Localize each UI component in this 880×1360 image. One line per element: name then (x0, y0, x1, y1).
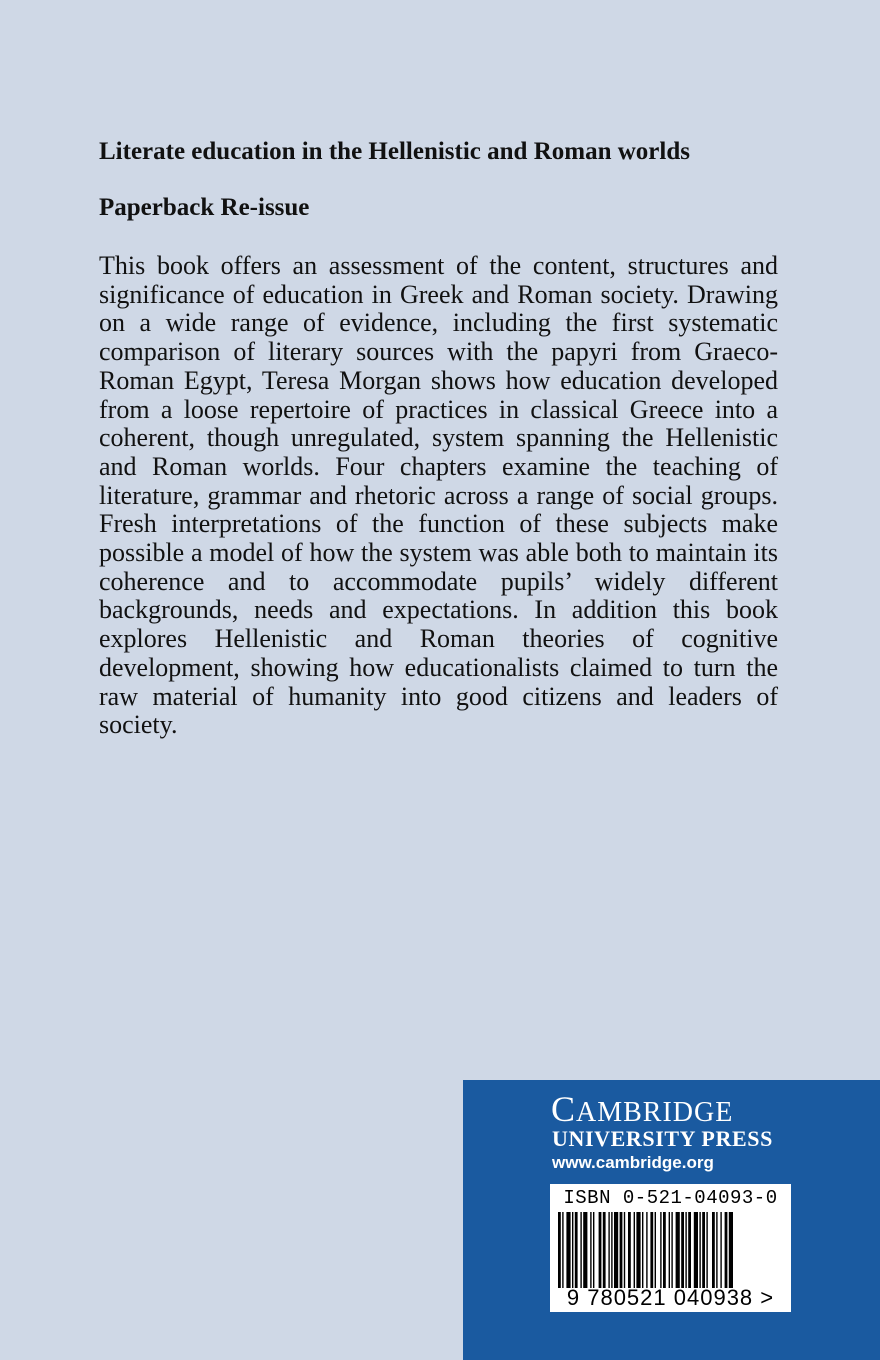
book-title: Literate education in the Hellenistic and Roman worlds (99, 138, 690, 165)
publisher-name-initial: C (551, 1089, 577, 1129)
barcode-digits: 9 780521 040938 > (566, 1285, 775, 1310)
barcode-box (550, 1184, 791, 1312)
isbn-label: ISBN 0-521-04093-0 (563, 1187, 778, 1209)
edition-label: Paperback Re-issue (99, 194, 310, 221)
publisher-subtitle: UNIVERSITY PRESS (552, 1126, 773, 1151)
book-description: This book offers an assessment of the content, structures and significance of education in Greek and Roman society. Drawing on a wide range of evidence, including the first systematic comparison of literary sources with the papyri from Graeco-​Roman Egypt, Teresa Morgan shows how education developed from a loose repertoire of practices in classical Greece into a coherent, though unregulated, system spanning the Hellenistic and Roman worlds. Four chapters examine the teaching of literature, grammar and rhetoric across a range of social groups. Fresh interpretations of the function of these subjects make possible a model of how the system was able both to maintain its coherence and to accommodate pupils’ widely different backgrounds, needs and expectations. In addition this book explores Hellenistic and Roman theories of cognitive development, showing how educationalists claimed to turn the raw material of humanity into good citizens and leaders of society. (99, 251, 778, 740)
publisher-url: www.cambridge.org (552, 1153, 714, 1172)
barcode-icon (558, 1212, 780, 1288)
publisher-name-rest: AMBRIDGE (576, 1097, 734, 1128)
publisher-logo-name (551, 1088, 733, 1130)
